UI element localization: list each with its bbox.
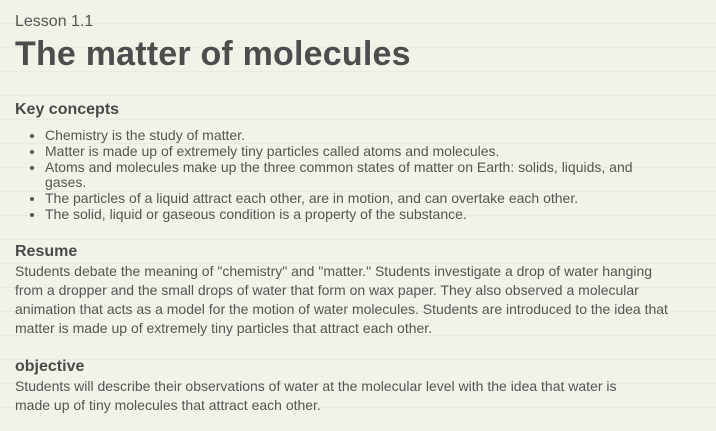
list-item: • Atoms and molecules make up the three common states of matter on Earth: solids, liquids, and gases.: [45, 160, 665, 192]
resume-heading: Resume: [15, 242, 78, 260]
key-concepts-heading: Key concepts: [15, 101, 120, 118]
resume-text: Students debate the meaning of "chemistry" and "matter." Students investigate a drop of water hanging from a dropper and the small drops of water that form on wax paper. They also observed a molecular animation that acts as a model for the motion of water molecules. Students are introduced to the idea that matter is made up of extremely tiny particles that attract each other.: [15, 262, 668, 336]
list-item: • The particles of a liquid attract each other, are in motion, and can overtake each other.: [45, 191, 665, 207]
page-title: The matter of molecules: [15, 35, 411, 73]
lesson-number: Lesson 1.1: [15, 13, 94, 30]
key-concepts-list: [15, 128, 665, 223]
list-item: • Matter is made up of extremely tiny particles called atoms and molecules.: [45, 144, 665, 160]
list-item: • Chemistry is the study of matter.: [45, 128, 665, 144]
objective-heading: objective: [15, 357, 85, 375]
list-item: • The solid, liquid or gaseous condition is a property of the substance.: [45, 207, 665, 223]
objective-text: Students will describe their observations of water at the molecular level with the idea that water is made up of tiny molecules that attract each other.: [15, 377, 617, 413]
